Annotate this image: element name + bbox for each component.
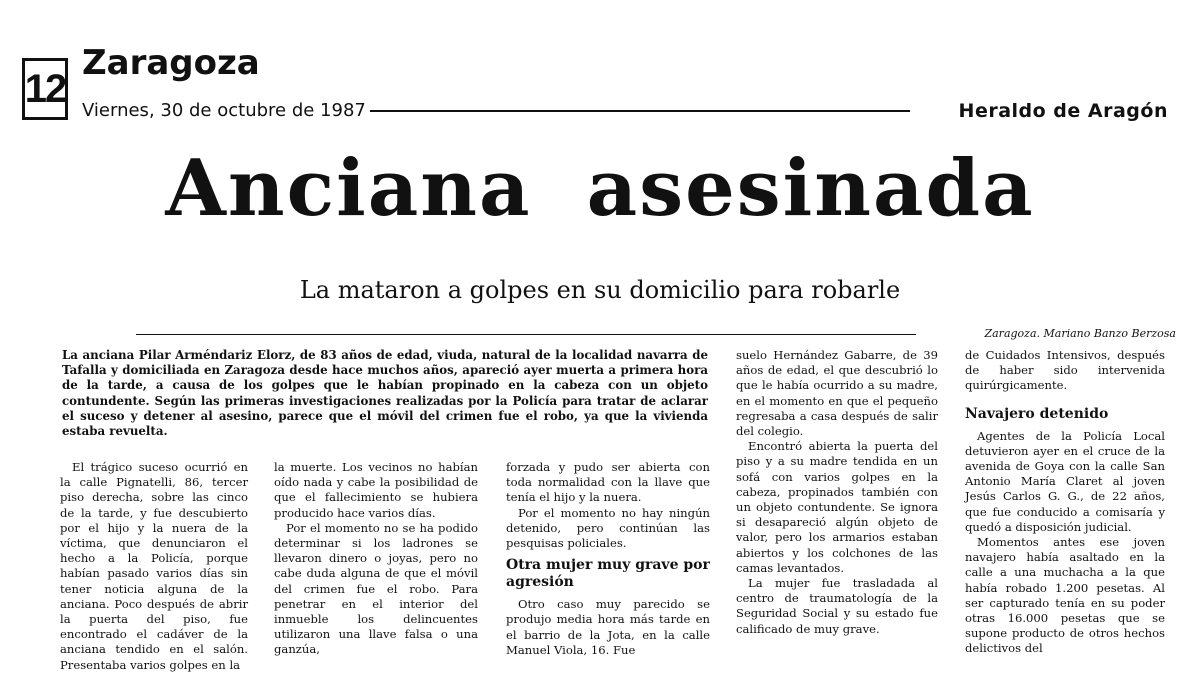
column-3 (506, 460, 710, 658)
column-1 (60, 460, 248, 673)
body-paragraph: Encontró abierta la puerta del piso y a su madre tendida en un sofá con varios golpes en la cabeza, propinados también con un objeto contundente. Se ignora si desapareció algún objeto de valor, pero los armarios estaban abiertos y los colchones de las camas levantados. (736, 439, 938, 575)
body-paragraph: Agentes de la Policía Local detuvieron ayer en el cruce de la avenida de Goya con la calle San Antonio María Claret al joven Jesús Carlos G. G., de 22 años, que fue conducido a comisaría y quedó a disposición judicial. (965, 428, 1165, 534)
lead-paragraph-block (62, 348, 708, 439)
body-paragraph: El trágico suceso ocurrió en la calle Pignatelli, 86, tercer piso derecha, sobre las cinco de la tarde, y fue descubierto por el hijo y la nuera de la víctima, que denunciaron el hecho a la Policía, porque habían pasado varios días sin tener noticia alguna de la anciana. Poco después de abrir la puerta del piso, fue encontrado el cadáver de la anciana tendido en el salón. Presentaba varios golpes en la (60, 460, 248, 672)
body-paragraph: Por el momento no se ha podido determinar si los ladrones se llevaron dinero o joyas, pero no cabe duda alguna de que el móvil del crimen fue el robo. Para penetrar en el interior del inmueble los delincuentes utilizaron una llave falsa o una ganzúa, (274, 520, 478, 657)
page-number: 12 (24, 67, 66, 111)
section-subheading: Otra mujer muy grave por agresión (506, 557, 710, 591)
article-subheadline: La mataron a golpes en su domicilio para robarle (299, 276, 901, 304)
body-paragraph: La mujer fue trasladada al centro de traumatología de la Seguridad Social y su estado fue calificado de muy grave. (736, 576, 938, 636)
section-subheading: Navajero detenido (965, 405, 1109, 422)
page-number-box (22, 58, 68, 120)
issue-date: Viernes, 30 de octubre de 1987 (82, 98, 368, 124)
dateline (82, 98, 1168, 124)
column-5 (965, 348, 1165, 657)
column-4 (736, 348, 938, 637)
body-paragraph: forzada y pudo ser abierta con toda normalidad con la llave que tenía el hijo y la nuera. (506, 460, 710, 505)
byline-rule (136, 334, 916, 335)
lead-paragraph: La anciana Pilar Arméndariz Elorz, de 83 años de edad, viuda, natural de la localidad navarra de Tafalla y domiciliada en Zaragoza desde hace muchos años, apareció ayer muerta a primera hora de la tarde, a causa de los golpes que le habían propinado en la cabeza con un objeto contundente. Según las primeras investigaciones realizadas por la Policía para tratar de aclarar el suceso y detener al asesino, parece que el móvil del crimen fue el robo, ya que la vivienda estaba revuelta. (62, 348, 708, 439)
body-paragraph: de Cuidados Intensivos, después de haber sido intervenida quirúrgicamente. (965, 348, 1165, 393)
body-paragraph: suelo Hernández Gabarre, de 39 años de edad, el que descubrió lo que le había ocurrido a su madre, en el momento en que el pequeño regresaba a casa después de salir del colegio. (736, 348, 938, 439)
body-paragraph: Momentos antes ese joven navajero había asaltado en la calle a una muchacha a la que había robado 1.200 pesetas. Al ser capturado tenía en su poder otras 16.000 pesetas que se supone producto de otros hechos delictivos del (965, 535, 1165, 656)
byline: Zaragoza. Mariano Banzo Berzosa (984, 327, 1176, 340)
section-title: Zaragoza (82, 43, 260, 83)
body-paragraph: la muerte. Los vecinos no habían oído nada y cabe la posibilidad de que el fallecimiento se hubiera producido hace varios días. (274, 460, 478, 520)
article-headline: Anciana asesinada (165, 143, 1035, 234)
column-2 (274, 460, 478, 658)
byline-row (136, 326, 1176, 342)
newspaper-name: Heraldo de Aragón (958, 100, 1168, 122)
masthead-rule (370, 110, 910, 112)
body-paragraph: Otro caso muy parecido se produjo media hora más tarde en el barrio de la Jota, en la calle Manuel Viola, 16. Fue (506, 597, 710, 657)
body-paragraph: Por el momento no hay ningún detenido, pero continúan las pesquisas policiales. (506, 505, 710, 551)
